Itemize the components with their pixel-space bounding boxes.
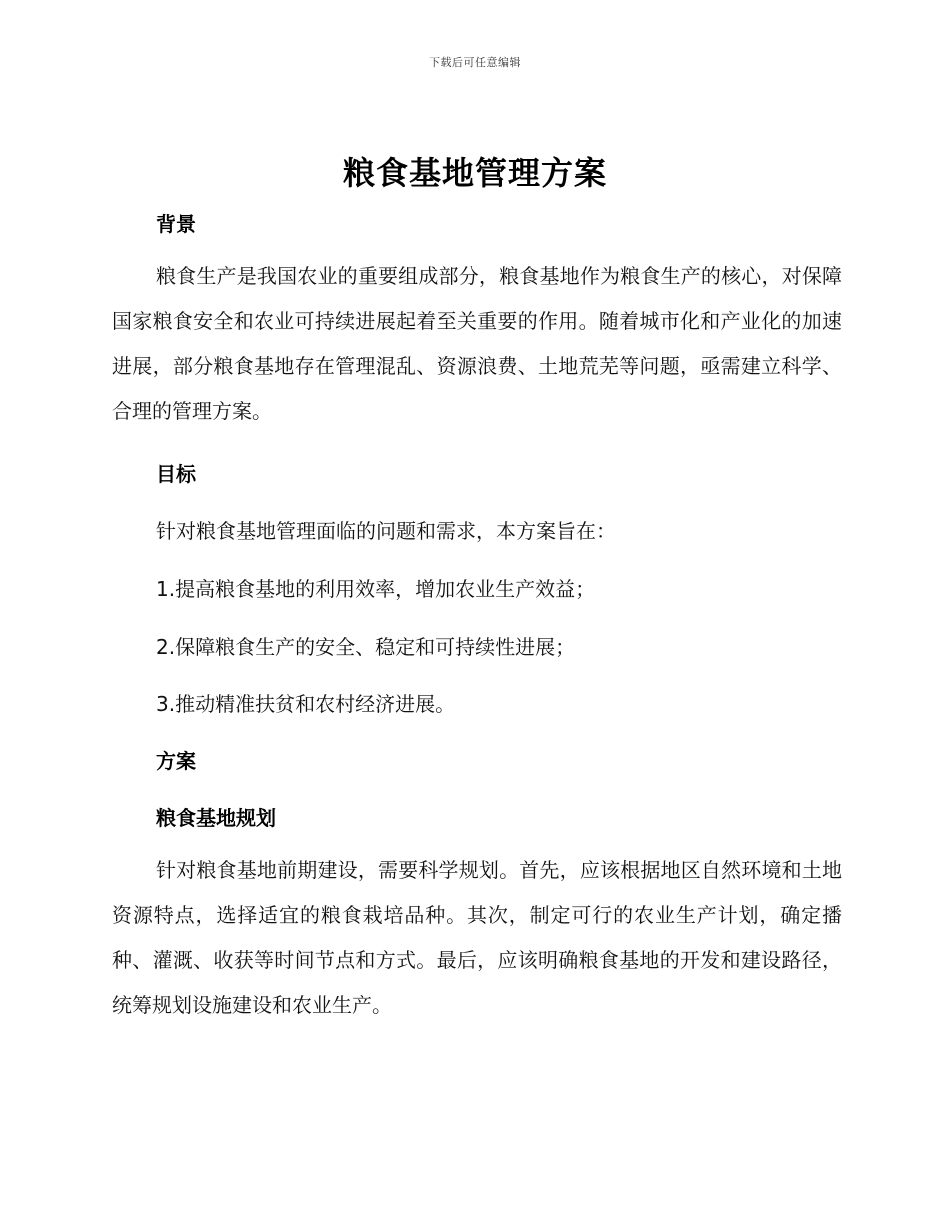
header-note: 下载后可任意编辑 <box>429 56 521 69</box>
goals-intro: 针对粮食基地管理面临的问题和需求，本方案旨在： <box>156 519 616 543</box>
document-title: 粮食基地管理方案 <box>342 154 607 192</box>
goal-item-1: 1.提高粮食基地的利用效率，增加农业生产效益； <box>156 577 596 601</box>
section-heading-plan: 方案 <box>156 749 196 773</box>
planning-paragraph: 针对粮食基地前期建设，需要科学规划。首先，应该根据地区自然环境和土地资源特点，选择适宜的粮食栽培品种。其次，制定可行的农业生产计划，确定播种、灌溉、收获等时间节点和方式。最后，应该明确粮食基地的开发和建设路径，统筹规划设施建设和农业生产。 <box>112 858 842 1017</box>
goal-item-3: 3.推动精准扶贫和农村经济进展。 <box>156 692 456 716</box>
section-heading-goals: 目标 <box>156 462 196 486</box>
subsection-heading-planning: 粮食基地规划 <box>156 806 276 830</box>
goal-item-2: 2.保障粮食生产的安全、稳定和可持续性进展； <box>156 635 576 659</box>
section-heading-background: 背景 <box>156 212 196 236</box>
background-paragraph: 粮食生产是我国农业的重要组成部分，粮食基地作为粮食生产的核心，对保障国家粮食安全和农业可持续进展起着至关重要的作用。随着城市化和产业化的加速进展，部分粮食基地存在管理混乱、资源浪费、土地荒芜等问题，亟需建立科学、合理的管理方案。 <box>112 264 842 423</box>
